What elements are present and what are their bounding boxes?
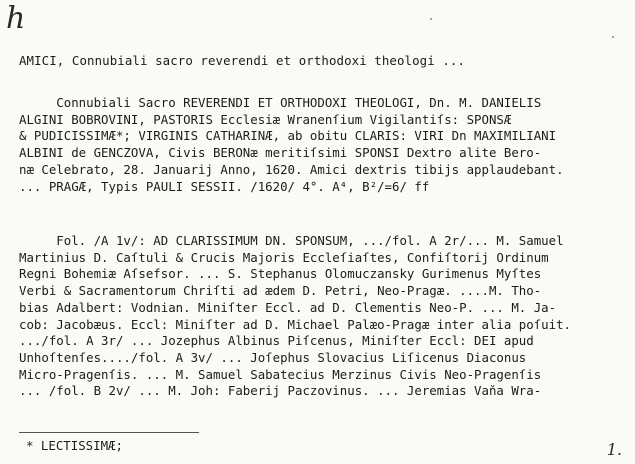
text-line: Verbi & Sacramentorum Chriſti ad ædem D. Petri, Neo-Pragæ. ....M. Tho- [19,283,542,299]
text-line: ALGINI BOBROVINI, PASTORIS Ecclesiæ Wranenſium Vigilantiſs: SPONSÆ [19,111,512,127]
text-line: ... /fol. B 2v/ ... M. Joh: Faberij Paczovinus. ... Jeremias Vaňa Wra- [19,383,542,399]
text-line: & PUDICISSIMÆ*; VIRGINIS CATHARINÆ, ab obitu CLARIS: VIRI Dn MAXIMILIANI [19,128,557,144]
handwritten-mark: h [6,1,26,36]
contents-paragraph [19,233,609,400]
footnote-divider [19,432,199,433]
description-paragraph [19,95,609,195]
text-line: .../fol. A 3r/ ... Jozephus Albinus Piſcenus, Miniſter Eccl: DEI apud [19,333,534,349]
speck [612,36,614,38]
text-line: ... PRAGÆ, Typis PAULI SESSII. /1620/ 4°. A⁴, B²/=6/ ff [19,178,430,194]
text-line: Unhoſtenſes..../fol. A 3v/ ... Joſephus Slovacius Liſicenus Diaconus [19,349,527,365]
text-line: Connubiali Sacro REVERENDI ET ORTHODOXI THEOLOGI, Dn. M. DANIELIS [19,95,542,110]
text-line: Micro-Pragenſis. ... M. Samuel Sabatecius Merzinus Civis Neo-Pragenſis [19,366,542,382]
text-line: Martinius D. Caſtuli & Crucis Majoris Eccleſiaſtes, Confiſtorij Ordinum [19,249,549,265]
text-line: Regni Bohemiæ Aſsefsor. ... S. Stephanus Olomuczansky Gurimenus Myſtes [19,266,542,282]
text-line: næ Celebrato, 28. Januarij Anno, 1620. Amici dextris tibijs applaudebant. [19,161,564,177]
card-header: AMICI, Connubiali sacro reverendi et orthodoxi theologi ... [19,53,466,68]
footnote: * LECTISSIMÆ; [26,438,123,453]
text-line: bias Adalbert: Vodnian. Miniſter Eccl. ad D. Clementis Neo-P. ... M. Ja- [19,299,557,315]
speck [430,18,432,20]
text-line: cob: Jacobæus. Eccl: Miniſter ad D. Michael Palæo-Pragæ inter alia poſuit. [19,316,572,332]
text-line: ALBINI de GENCZOVA, Civis BERONæ meritiſsimi SPONSI Dextro alite Bero- [19,145,542,161]
text-line: Fol. /A 1v/: AD CLARISSIMUM DN. SPONSUM, .../fol. A 2r/... M. Samuel [19,233,564,248]
page-marker: 1. [606,440,622,459]
